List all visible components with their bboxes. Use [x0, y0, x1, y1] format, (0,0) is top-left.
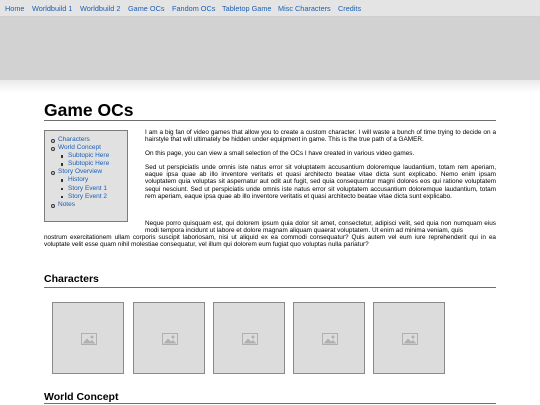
toc-item	[45, 176, 127, 184]
nav-link-game-ocs[interactable]: Game OCs	[128, 4, 165, 13]
toc-item	[45, 136, 127, 144]
character-thumbnail[interactable]	[293, 302, 365, 374]
toc-link-subtopic-2[interactable]: Subtopic Here	[68, 160, 110, 168]
toc-link-story-event-1[interactable]: Story Event 1	[68, 184, 108, 192]
nav-link-misc-characters[interactable]: Misc Characters	[278, 4, 331, 13]
toc-item	[45, 193, 127, 201]
toc-link-history[interactable]: History	[68, 176, 89, 184]
intro-paragraph-3: Sed ut perspiciatis unde omnis iste natus error sit voluptatem accusantium doloremque laudantium, totam rem aperiam, eaque ipsa quae ab illo inventore veritatis et quasi architecto beatae vitae dicta sunt explicabo. Nemo enim ipsam voluptatem quia voluptas sit aspernatur aut odit aut fugit, sed quia consequuntur magni dolores eos qui ratione voluptatem sequi nesciunt. Sed ut perspiciatis unde omnis iste natus error sit voluptatem accusantium doloremque laudantium, totam rem aperiam, eaque ipsa quae ab illo inventore veritatis et quasi architecto beatae vitae dicta sunt explicabo.	[145, 164, 496, 200]
title-divider	[44, 120, 496, 121]
header-banner	[0, 17, 540, 80]
toc-item	[45, 160, 127, 168]
image-placeholder-icon	[402, 333, 418, 345]
character-thumbnail[interactable]	[373, 302, 445, 374]
intro-text	[145, 129, 496, 207]
toc-item	[45, 168, 127, 176]
toc-link-subtopic-1[interactable]: Subtopic Here	[68, 152, 110, 160]
toc-link-characters[interactable]: Characters	[58, 136, 90, 143]
character-thumbnail[interactable]	[213, 302, 285, 374]
character-thumbnail[interactable]	[52, 302, 124, 374]
banner-shadow	[0, 80, 540, 93]
toc-item	[45, 201, 127, 209]
intro-paragraph-4-continued: nostrum exercitationem ullam corporis suscipit laboriosam, nisi ut aliquid ex ea commodi consequatur? Quis autem vel eum iure reprehenderit qui in ea voluptate velit esse quam nihil molestiae consequatur, vel illum qui dolorem eum fugiat quo voluptas nulla pariatur?	[44, 234, 496, 249]
toc-link-story-overview[interactable]: Story Overview	[58, 168, 103, 176]
toc-link-world-concept[interactable]: World Concept	[58, 144, 101, 152]
image-placeholder-icon	[81, 333, 97, 345]
nav-link-credits[interactable]: Credits	[338, 4, 362, 13]
toc-link-story-event-2[interactable]: Story Event 2	[68, 192, 108, 200]
toc-link-notes[interactable]: Notes	[58, 200, 75, 208]
intro-paragraph-4: Neque porro quisquam est, qui dolorem ipsum quia dolor sit amet, consectetur, adipisci velit, sed quia non numquam eius modi tempora incidunt ut labore et dolore magnam aliquam quaerat voluptatem. Ut enim ad minima veniam, quis	[145, 220, 496, 235]
nav-link-home[interactable]: Home	[5, 4, 25, 13]
nav-link-worldbuild-1[interactable]: Worldbuild 1	[32, 4, 73, 13]
section-title-characters: Characters	[44, 273, 99, 285]
toc-item	[45, 152, 127, 160]
section-divider	[44, 287, 496, 288]
section-divider	[44, 403, 496, 404]
character-thumbnail[interactable]	[133, 302, 205, 374]
nav-link-tabletop-game[interactable]: Tabletop Game	[222, 4, 272, 13]
image-placeholder-icon	[162, 333, 178, 345]
nav-link-fandom-ocs[interactable]: Fandom OCs	[172, 4, 216, 13]
table-of-contents	[44, 130, 128, 222]
intro-paragraph-1: I am a big fan of video games that allow you to create a custom character. I will waste a bunch of time trying to decide on a hairstyle that will ultimately be hidden under equipment in game. This is the true path of a GAMER.	[145, 129, 496, 144]
intro-paragraph-2: On this page, you can view a small selection of the OCs I have created in various video games.	[145, 150, 415, 158]
toc-item	[45, 144, 127, 152]
image-placeholder-icon	[322, 333, 338, 345]
toc-item	[45, 185, 127, 193]
nav-link-worldbuild-2[interactable]: Worldbuild 2	[80, 4, 121, 13]
page-title: Game OCs	[44, 100, 134, 120]
section-title-world-concept: World Concept	[44, 391, 119, 403]
image-placeholder-icon	[242, 333, 258, 345]
top-nav	[0, 0, 540, 17]
